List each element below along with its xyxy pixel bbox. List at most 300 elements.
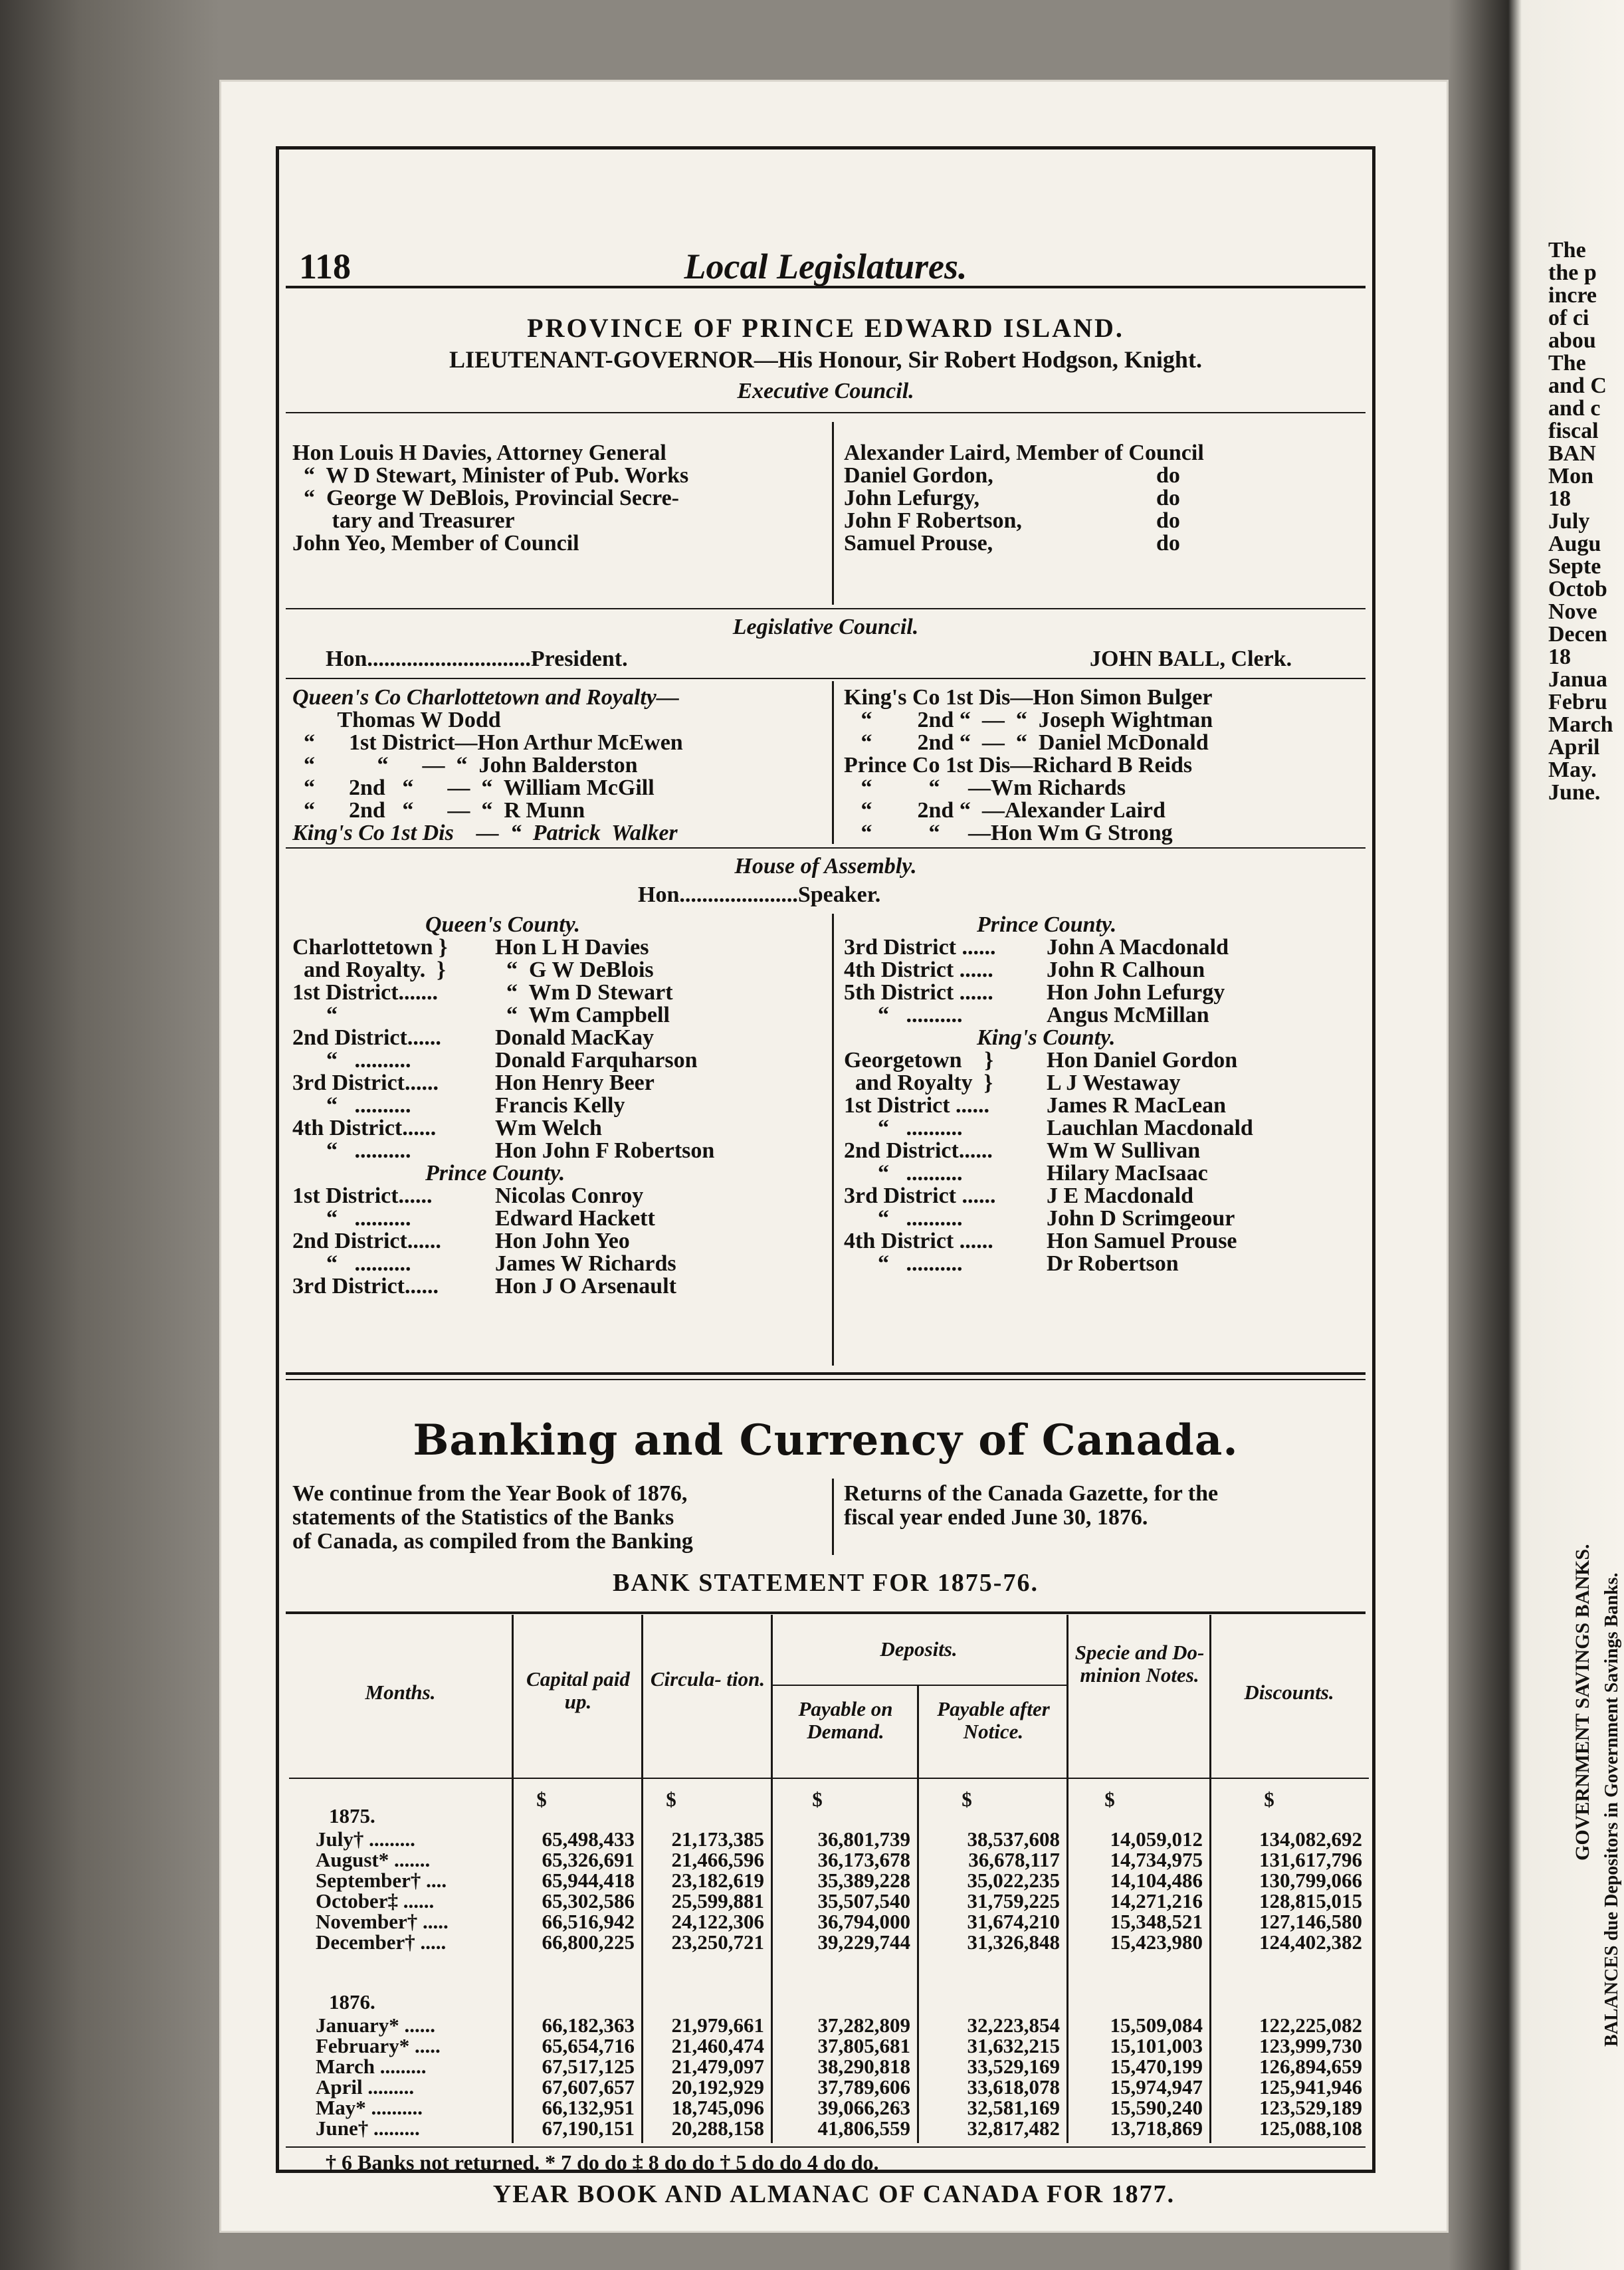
district-name: 3rd District...... xyxy=(292,1071,439,1095)
exec-council-line: “ W D Stewart, Minister of Pub. Works xyxy=(292,463,689,488)
assembly-line xyxy=(292,1004,831,1027)
month-label: September† .... xyxy=(316,1869,447,1892)
member-name: Dr Robertson xyxy=(1047,1251,1179,1276)
exec-council-line: Hon Louis H Davies, Attorney General xyxy=(292,441,666,465)
cell-disc: 123,529,189 xyxy=(1259,2096,1362,2119)
assembly-line xyxy=(844,1004,1369,1027)
cell-demand: 35,507,540 xyxy=(817,1889,910,1912)
county-heading xyxy=(292,914,831,936)
cell-demand: 36,794,000 xyxy=(817,1910,910,1933)
county-heading xyxy=(844,914,1369,936)
member-name: Donald MacKay xyxy=(495,1025,654,1050)
cell-notice: 31,674,210 xyxy=(967,1910,1060,1933)
cell-notice: 33,618,078 xyxy=(967,2075,1060,2099)
leg-council-line: King's Co 1st Dis—Hon Simon Bulger xyxy=(844,685,1213,710)
bank-statement-title: BANK STATEMENT FOR 1875-76. xyxy=(613,1569,1039,1597)
cell-demand: 35,389,228 xyxy=(817,1869,910,1892)
rule xyxy=(286,1379,1366,1380)
cell-circ: 21,479,097 xyxy=(671,2055,764,2078)
assembly-line xyxy=(292,981,831,1004)
cell-notice: 32,817,482 xyxy=(967,2116,1060,2140)
assembly-line xyxy=(292,1275,831,1298)
banking-title: Banking and Currency of Canada. xyxy=(413,1415,1239,1465)
adjacent-page-side-text: BALANCES due Depositors in Government Savings Banks. xyxy=(1601,1572,1622,2047)
cell-disc: 131,617,796 xyxy=(1259,1848,1362,1871)
page-number: 118 xyxy=(299,247,352,286)
leg-council-line: “ 2nd “ —Alexander Laird xyxy=(844,798,1166,823)
cell-disc: 126,894,659 xyxy=(1259,2055,1362,2078)
cell-notice: 36,678,117 xyxy=(968,1848,1060,1871)
district-name: Georgetown } xyxy=(844,1048,993,1073)
member-name: James W Richards xyxy=(495,1251,676,1276)
exec-council-line xyxy=(844,442,1362,464)
fragment-line: July xyxy=(1548,509,1590,534)
rule xyxy=(286,2146,1366,2148)
lt-governor-line: LIEUTENANT-GOVERNOR—His Honour, Sir Robert Hodgson, Knight. xyxy=(449,346,1202,373)
cell-demand: 37,282,809 xyxy=(817,2013,910,2037)
fragment-line: 18 xyxy=(1548,645,1571,669)
district-name: 3rd District ...... xyxy=(844,935,996,960)
cell-demand: 37,805,681 xyxy=(817,2034,910,2057)
cell-disc: 123,999,730 xyxy=(1259,2034,1362,2057)
cell-demand: 41,806,559 xyxy=(817,2116,910,2140)
exec-council-line xyxy=(844,510,1362,532)
cell-disc: 127,146,580 xyxy=(1259,1910,1362,1933)
fragment-line: of ci xyxy=(1548,306,1589,330)
leg-council-line: Thomas W Dodd xyxy=(292,708,501,732)
cell-disc: 125,088,108 xyxy=(1259,2116,1362,2140)
member-name: John A Macdonald xyxy=(1047,935,1229,960)
intro-line: fiscal year ended June 30, 1876. xyxy=(844,1505,1148,1530)
header-specie: Specie and Do- minion Notes. xyxy=(1074,1641,1205,1687)
member-name: Hon Samuel Prouse xyxy=(1047,1229,1237,1253)
president-line: Hon.............................President. xyxy=(326,647,628,671)
leg-council-left xyxy=(292,686,831,845)
assembly-line xyxy=(292,1117,831,1140)
speaker-line: Hon.....................Speaker. xyxy=(638,882,881,907)
cell-notice: 31,326,848 xyxy=(967,1930,1060,1954)
cell-circ: 23,182,619 xyxy=(671,1869,764,1892)
member-name: Hon J O Arsenault xyxy=(495,1274,676,1298)
table-rule xyxy=(289,1778,1369,1779)
column-divider xyxy=(832,914,834,1366)
member-note: do xyxy=(1156,463,1180,488)
leg-council-line: Queen's Co Charlottetown and Royalty— xyxy=(292,685,679,710)
banking-intro-left xyxy=(292,1482,824,1554)
fragment-line: incre xyxy=(1548,283,1597,308)
cell-notice: 32,581,169 xyxy=(967,2096,1060,2119)
assembly-line xyxy=(292,1185,831,1207)
table-footnote: † 6 Banks not returned. * 7 do do ‡ 8 do do † 5 do do 4 do do. xyxy=(326,2150,879,2174)
assembly-line xyxy=(844,1049,1369,1072)
assembly-line xyxy=(844,1140,1369,1162)
assembly-line xyxy=(844,1185,1369,1207)
cell-capital: 66,132,951 xyxy=(542,2096,635,2119)
month-label: October‡ ...... xyxy=(316,1889,435,1912)
member-name: Hon John Lefurgy xyxy=(1047,980,1225,1005)
member-name: “ Wm D Stewart xyxy=(495,980,673,1005)
cell-capital: 66,516,942 xyxy=(542,1910,635,1933)
assembly-line xyxy=(292,1140,831,1162)
member-name: Lauchlan Macdonald xyxy=(1047,1116,1253,1140)
year-label: 1875. xyxy=(329,1804,375,1827)
assembly-line xyxy=(844,1072,1369,1094)
month-label: April ......... xyxy=(316,2075,415,2099)
leg-council-line: Prince Co 1st Dis—Richard B Reids xyxy=(844,753,1193,777)
cell-specie: 15,348,521 xyxy=(1110,1910,1203,1933)
cell-specie: 15,423,980 xyxy=(1110,1930,1203,1954)
assembly-line xyxy=(292,1072,831,1094)
district-name: 5th District ...... xyxy=(844,980,993,1005)
banking-intro-right xyxy=(844,1482,1369,1530)
cell-circ: 20,288,158 xyxy=(671,2116,764,2140)
header-demand: Payable on Demand. xyxy=(798,1697,893,1743)
district-name: “ xyxy=(292,1003,338,1027)
cell-capital: 65,326,691 xyxy=(542,1848,635,1871)
cell-specie: 15,509,084 xyxy=(1110,2013,1203,2037)
district-name: and Royalty } xyxy=(844,1071,993,1095)
month-label: January* ...... xyxy=(316,2013,435,2037)
fragment-line: 18 xyxy=(1548,486,1571,511)
district-name: 1st District....... xyxy=(292,980,439,1005)
leg-council-line: King's Co 1st Dis — “ Patrick Walker xyxy=(292,821,678,845)
fragment-line: Janua xyxy=(1548,667,1607,692)
cell-specie: 13,718,869 xyxy=(1110,2116,1203,2140)
cell-capital: 67,190,151 xyxy=(542,2116,635,2140)
assembly-line xyxy=(292,936,831,959)
exec-council-line: John Yeo, Member of Council xyxy=(292,531,579,556)
county-name: Prince County. xyxy=(425,1161,565,1186)
cell-notice: 31,759,225 xyxy=(967,1889,1060,1912)
clerk-line: JOHN BALL, Clerk. xyxy=(1090,647,1292,671)
member-note: do xyxy=(1156,486,1180,510)
assembly-line xyxy=(844,1162,1369,1185)
leg-council-heading: Legislative Council. xyxy=(732,615,919,639)
cell-demand: 36,173,678 xyxy=(817,1848,910,1871)
county-name: King's County. xyxy=(977,1025,1116,1050)
member-name: James R MacLean xyxy=(1047,1093,1227,1118)
cell-specie: 14,059,012 xyxy=(1110,1827,1203,1851)
assembly-line xyxy=(292,1253,831,1275)
exec-council-right xyxy=(844,442,1362,555)
district-name: 2nd District...... xyxy=(292,1025,441,1050)
district-name: “ .......... xyxy=(292,1206,411,1231)
district-name: 2nd District...... xyxy=(844,1138,993,1163)
cell-circ: 21,979,661 xyxy=(671,2013,764,2037)
table-divider xyxy=(771,1615,773,2143)
member-name: Hon Henry Beer xyxy=(495,1071,655,1095)
district-name: 1st District...... xyxy=(292,1184,433,1208)
cell-specie: 15,590,240 xyxy=(1110,2096,1203,2119)
county-heading xyxy=(844,1027,1369,1049)
leg-council-line: “ 2nd “ — “ William McGill xyxy=(292,775,655,800)
header-capital: Capital paid up. xyxy=(526,1667,630,1713)
district-name: “ .......... xyxy=(292,1093,411,1118)
member-name: Francis Kelly xyxy=(495,1093,625,1118)
intro-line: We continue from the Year Book of 1876, xyxy=(292,1481,688,1506)
fragment-line: fiscal xyxy=(1548,419,1599,443)
member-name: Hon Daniel Gordon xyxy=(1047,1048,1238,1073)
month-label: November† ..... xyxy=(316,1910,449,1933)
rule xyxy=(286,412,1366,413)
assembly-line xyxy=(844,1094,1369,1117)
cell-capital: 65,302,586 xyxy=(542,1889,635,1912)
dollar-sign: $ xyxy=(666,1788,676,1811)
district-name: 3rd District ...... xyxy=(844,1184,996,1208)
assembly-line xyxy=(292,1094,831,1117)
cell-specie: 15,974,947 xyxy=(1110,2075,1203,2099)
assembly-line xyxy=(844,981,1369,1004)
cell-disc: 130,799,066 xyxy=(1259,1869,1362,1892)
cell-circ: 21,460,474 xyxy=(671,2034,764,2057)
district-name: “ .......... xyxy=(844,1206,963,1231)
header-discounts: Discounts. xyxy=(1244,1681,1334,1704)
district-name: 4th District ...... xyxy=(844,958,993,982)
cell-notice: 35,022,235 xyxy=(967,1869,1060,1892)
cell-capital: 67,517,125 xyxy=(542,2055,635,2078)
member-name: J E Macdonald xyxy=(1047,1184,1194,1208)
header-deposits: Deposits. xyxy=(880,1637,958,1661)
dollar-sign: $ xyxy=(962,1788,972,1811)
month-label: December† ..... xyxy=(316,1930,447,1954)
assembly-line xyxy=(844,1117,1369,1140)
member-name: John F Robertson, xyxy=(844,508,1022,533)
cell-specie: 14,104,486 xyxy=(1110,1869,1203,1892)
cell-specie: 15,470,199 xyxy=(1110,2055,1203,2078)
assembly-line xyxy=(292,1230,831,1253)
header-notice: Payable after Notice. xyxy=(937,1697,1050,1743)
column-divider xyxy=(832,422,834,605)
fragment-line: Mon xyxy=(1548,464,1593,488)
table-divider xyxy=(1209,1615,1211,2143)
member-name: “ G W DeBlois xyxy=(495,958,654,982)
leg-council-line: “ 2nd “ — “ Joseph Wightman xyxy=(844,708,1213,732)
assembly-line xyxy=(844,936,1369,959)
county-name: Prince County. xyxy=(977,912,1117,937)
cell-notice: 33,529,169 xyxy=(967,2055,1060,2078)
fragment-line: April xyxy=(1548,735,1600,760)
fragment-line: The xyxy=(1548,351,1586,375)
month-label: February* ..... xyxy=(316,2034,441,2057)
assembly-line xyxy=(292,1049,831,1072)
cell-specie: 14,734,975 xyxy=(1110,1848,1203,1871)
page-frame xyxy=(276,146,1375,2173)
member-name: Hilary MacIsaac xyxy=(1047,1161,1208,1186)
intro-line: Returns of the Canada Gazette, for the xyxy=(844,1481,1219,1506)
leg-council-line: “ 2nd “ — “ R Munn xyxy=(292,798,585,823)
cell-circ: 20,192,929 xyxy=(671,2075,764,2099)
cell-circ: 24,122,306 xyxy=(671,1910,764,1933)
cell-demand: 36,801,739 xyxy=(817,1827,910,1851)
district-name: 2nd District...... xyxy=(292,1229,441,1253)
cell-specie: 14,271,216 xyxy=(1110,1889,1203,1912)
member-name: Angus McMillan xyxy=(1047,1003,1209,1027)
fragment-line: March xyxy=(1548,712,1613,737)
fragment-line: and c xyxy=(1548,396,1601,421)
fragment-line: Augu xyxy=(1548,532,1601,556)
assembly-line xyxy=(844,959,1369,981)
month-label: March ......... xyxy=(316,2055,427,2078)
cell-circ: 21,466,596 xyxy=(671,1848,764,1871)
rule xyxy=(286,1611,1366,1614)
table-divider xyxy=(917,1685,919,2143)
fragment-line: The xyxy=(1548,238,1586,262)
dollar-sign: $ xyxy=(536,1788,547,1811)
running-head: Local Legislatures. xyxy=(684,247,967,286)
cell-disc: 122,225,082 xyxy=(1259,2013,1362,2037)
assembly-left xyxy=(292,914,831,1298)
rule xyxy=(286,286,1366,288)
cell-disc: 124,402,382 xyxy=(1259,1930,1362,1954)
leg-council-line: “ 2nd “ — “ Daniel McDonald xyxy=(844,730,1209,755)
column-divider xyxy=(832,681,834,844)
cell-disc: 125,941,946 xyxy=(1259,2075,1362,2099)
province-title: PROVINCE OF PRINCE EDWARD ISLAND. xyxy=(527,313,1124,343)
assembly-heading: House of Assembly. xyxy=(734,854,917,878)
exec-council-line: “ George W DeBlois, Provincial Secre- xyxy=(292,486,680,510)
member-name: Nicolas Conroy xyxy=(495,1184,644,1208)
member-note: do xyxy=(1156,508,1180,533)
cell-circ: 18,745,096 xyxy=(671,2096,764,2119)
assembly-line xyxy=(292,1027,831,1049)
assembly-line xyxy=(292,1207,831,1230)
exec-council-left xyxy=(292,442,824,555)
dollar-sign: $ xyxy=(1264,1788,1274,1811)
cell-circ: 23,250,721 xyxy=(671,1930,764,1954)
exec-council-line xyxy=(844,464,1362,487)
column-divider xyxy=(832,1479,834,1555)
fragment-line: Nove xyxy=(1548,599,1597,624)
month-label: July† ......... xyxy=(316,1827,415,1851)
member-name: John R Calhoun xyxy=(1047,958,1205,982)
cell-capital: 65,498,433 xyxy=(542,1827,635,1851)
assembly-line xyxy=(844,1253,1369,1275)
month-label: June† ......... xyxy=(316,2116,420,2140)
exec-council-line xyxy=(844,487,1362,510)
district-name: Charlottetown } xyxy=(292,935,448,960)
district-name: 1st District ...... xyxy=(844,1093,990,1118)
fragment-line: Octob xyxy=(1548,577,1607,601)
district-name: 4th District ...... xyxy=(844,1229,993,1253)
district-name: 3rd District...... xyxy=(292,1274,439,1298)
member-name: Wm Welch xyxy=(495,1116,602,1140)
cell-specie: 15,101,003 xyxy=(1110,2034,1203,2057)
exec-council-heading: Executive Council. xyxy=(737,379,914,403)
member-note: do xyxy=(1156,531,1180,556)
district-name: “ .......... xyxy=(844,1161,963,1186)
assembly-line xyxy=(292,959,831,981)
county-name: Queen's County. xyxy=(425,912,581,937)
fragment-line: BAN xyxy=(1548,441,1596,466)
header-circulation: Circula- tion. xyxy=(650,1667,765,1691)
leg-council-right xyxy=(844,686,1369,845)
table-rule xyxy=(771,1685,1066,1686)
year-label: 1876. xyxy=(329,1990,375,2013)
cell-circ: 25,599,881 xyxy=(671,1889,764,1912)
intro-line: statements of the Statistics of the Banks xyxy=(292,1505,674,1530)
cell-disc: 134,082,692 xyxy=(1259,1827,1362,1851)
member-name: Edward Hackett xyxy=(495,1206,655,1231)
cell-capital: 66,182,363 xyxy=(542,2013,635,2037)
member-name: Hon John F Robertson xyxy=(495,1138,715,1163)
dollar-sign: $ xyxy=(812,1788,823,1811)
page-footer: YEAR BOOK AND ALMANAC OF CANADA FOR 1877. xyxy=(492,2180,1175,2208)
bank-statement-table xyxy=(289,1615,1369,2143)
leg-council-line: “ “ —Hon Wm G Strong xyxy=(844,821,1173,845)
month-label: August* ....... xyxy=(316,1848,431,1871)
intro-line: of Canada, as compiled from the Banking xyxy=(292,1529,693,1554)
cell-notice: 31,632,215 xyxy=(967,2034,1060,2057)
book-page xyxy=(219,80,1449,2233)
rule xyxy=(286,1372,1366,1375)
leg-council-line: “ 1st District—Hon Arthur McEwen xyxy=(292,730,683,755)
cell-demand: 37,789,606 xyxy=(817,2075,910,2099)
fragment-line: abou xyxy=(1548,328,1596,353)
fragment-line: Febru xyxy=(1548,690,1607,714)
district-name: “ .......... xyxy=(844,1003,963,1027)
member-name: “ Wm Campbell xyxy=(495,1003,670,1027)
header-months: Months. xyxy=(365,1681,436,1704)
district-name: 4th District...... xyxy=(292,1116,437,1140)
member-name: John Lefurgy, xyxy=(844,486,980,510)
district-name: “ .......... xyxy=(844,1251,963,1276)
assembly-line xyxy=(844,1207,1369,1230)
rule xyxy=(286,608,1366,609)
member-name: Samuel Prouse, xyxy=(844,531,993,556)
cell-circ: 21,173,385 xyxy=(671,1827,764,1851)
exec-council-line: tary and Treasurer xyxy=(292,508,515,533)
member-name: John D Scrimgeour xyxy=(1047,1206,1235,1231)
assembly-right xyxy=(844,914,1369,1275)
rule xyxy=(286,847,1366,849)
adjacent-page-fragment xyxy=(1548,239,1613,804)
county-heading xyxy=(292,1162,831,1185)
fragment-line: June. xyxy=(1548,780,1601,805)
fragment-line: Septe xyxy=(1548,554,1601,579)
district-name: “ .......... xyxy=(292,1048,411,1073)
cell-capital: 65,944,418 xyxy=(542,1869,635,1892)
fragment-line: the p xyxy=(1548,260,1597,285)
cell-capital: 65,654,716 xyxy=(542,2034,635,2057)
fragment-line: and C xyxy=(1548,373,1607,398)
cell-demand: 39,066,263 xyxy=(817,2096,910,2119)
district-name: “ .......... xyxy=(844,1116,963,1140)
adjacent-page-side-heading: GOVERNMENT SAVINGS BANKS. xyxy=(1572,1544,1593,1861)
fragment-line: May. xyxy=(1548,758,1597,782)
assembly-line xyxy=(844,1230,1369,1253)
member-name: L J Westaway xyxy=(1047,1071,1181,1095)
cell-demand: 38,290,818 xyxy=(817,2055,910,2078)
dollar-sign: $ xyxy=(1104,1788,1115,1811)
cell-capital: 67,607,657 xyxy=(542,2075,635,2099)
member-name: Hon John Yeo xyxy=(495,1229,630,1253)
cell-notice: 38,537,608 xyxy=(967,1827,1060,1851)
district-name: “ .......... xyxy=(292,1251,411,1276)
fragment-line: Decen xyxy=(1548,622,1607,647)
leg-council-line: “ “ — “ John Balderston xyxy=(292,753,638,777)
cell-notice: 32,223,854 xyxy=(967,2013,1060,2037)
district-name: “ .......... xyxy=(292,1138,411,1163)
month-label: May* .......... xyxy=(316,2096,423,2119)
cell-capital: 66,800,225 xyxy=(542,1930,635,1954)
cell-demand: 39,229,744 xyxy=(817,1930,910,1954)
exec-council-line xyxy=(844,532,1362,555)
member-name: Alexander Laird, Member of Council xyxy=(844,441,1204,465)
member-name: Daniel Gordon, xyxy=(844,463,993,488)
cell-disc: 128,815,015 xyxy=(1259,1889,1362,1912)
rule xyxy=(286,678,1366,679)
table-divider xyxy=(1066,1615,1068,2143)
